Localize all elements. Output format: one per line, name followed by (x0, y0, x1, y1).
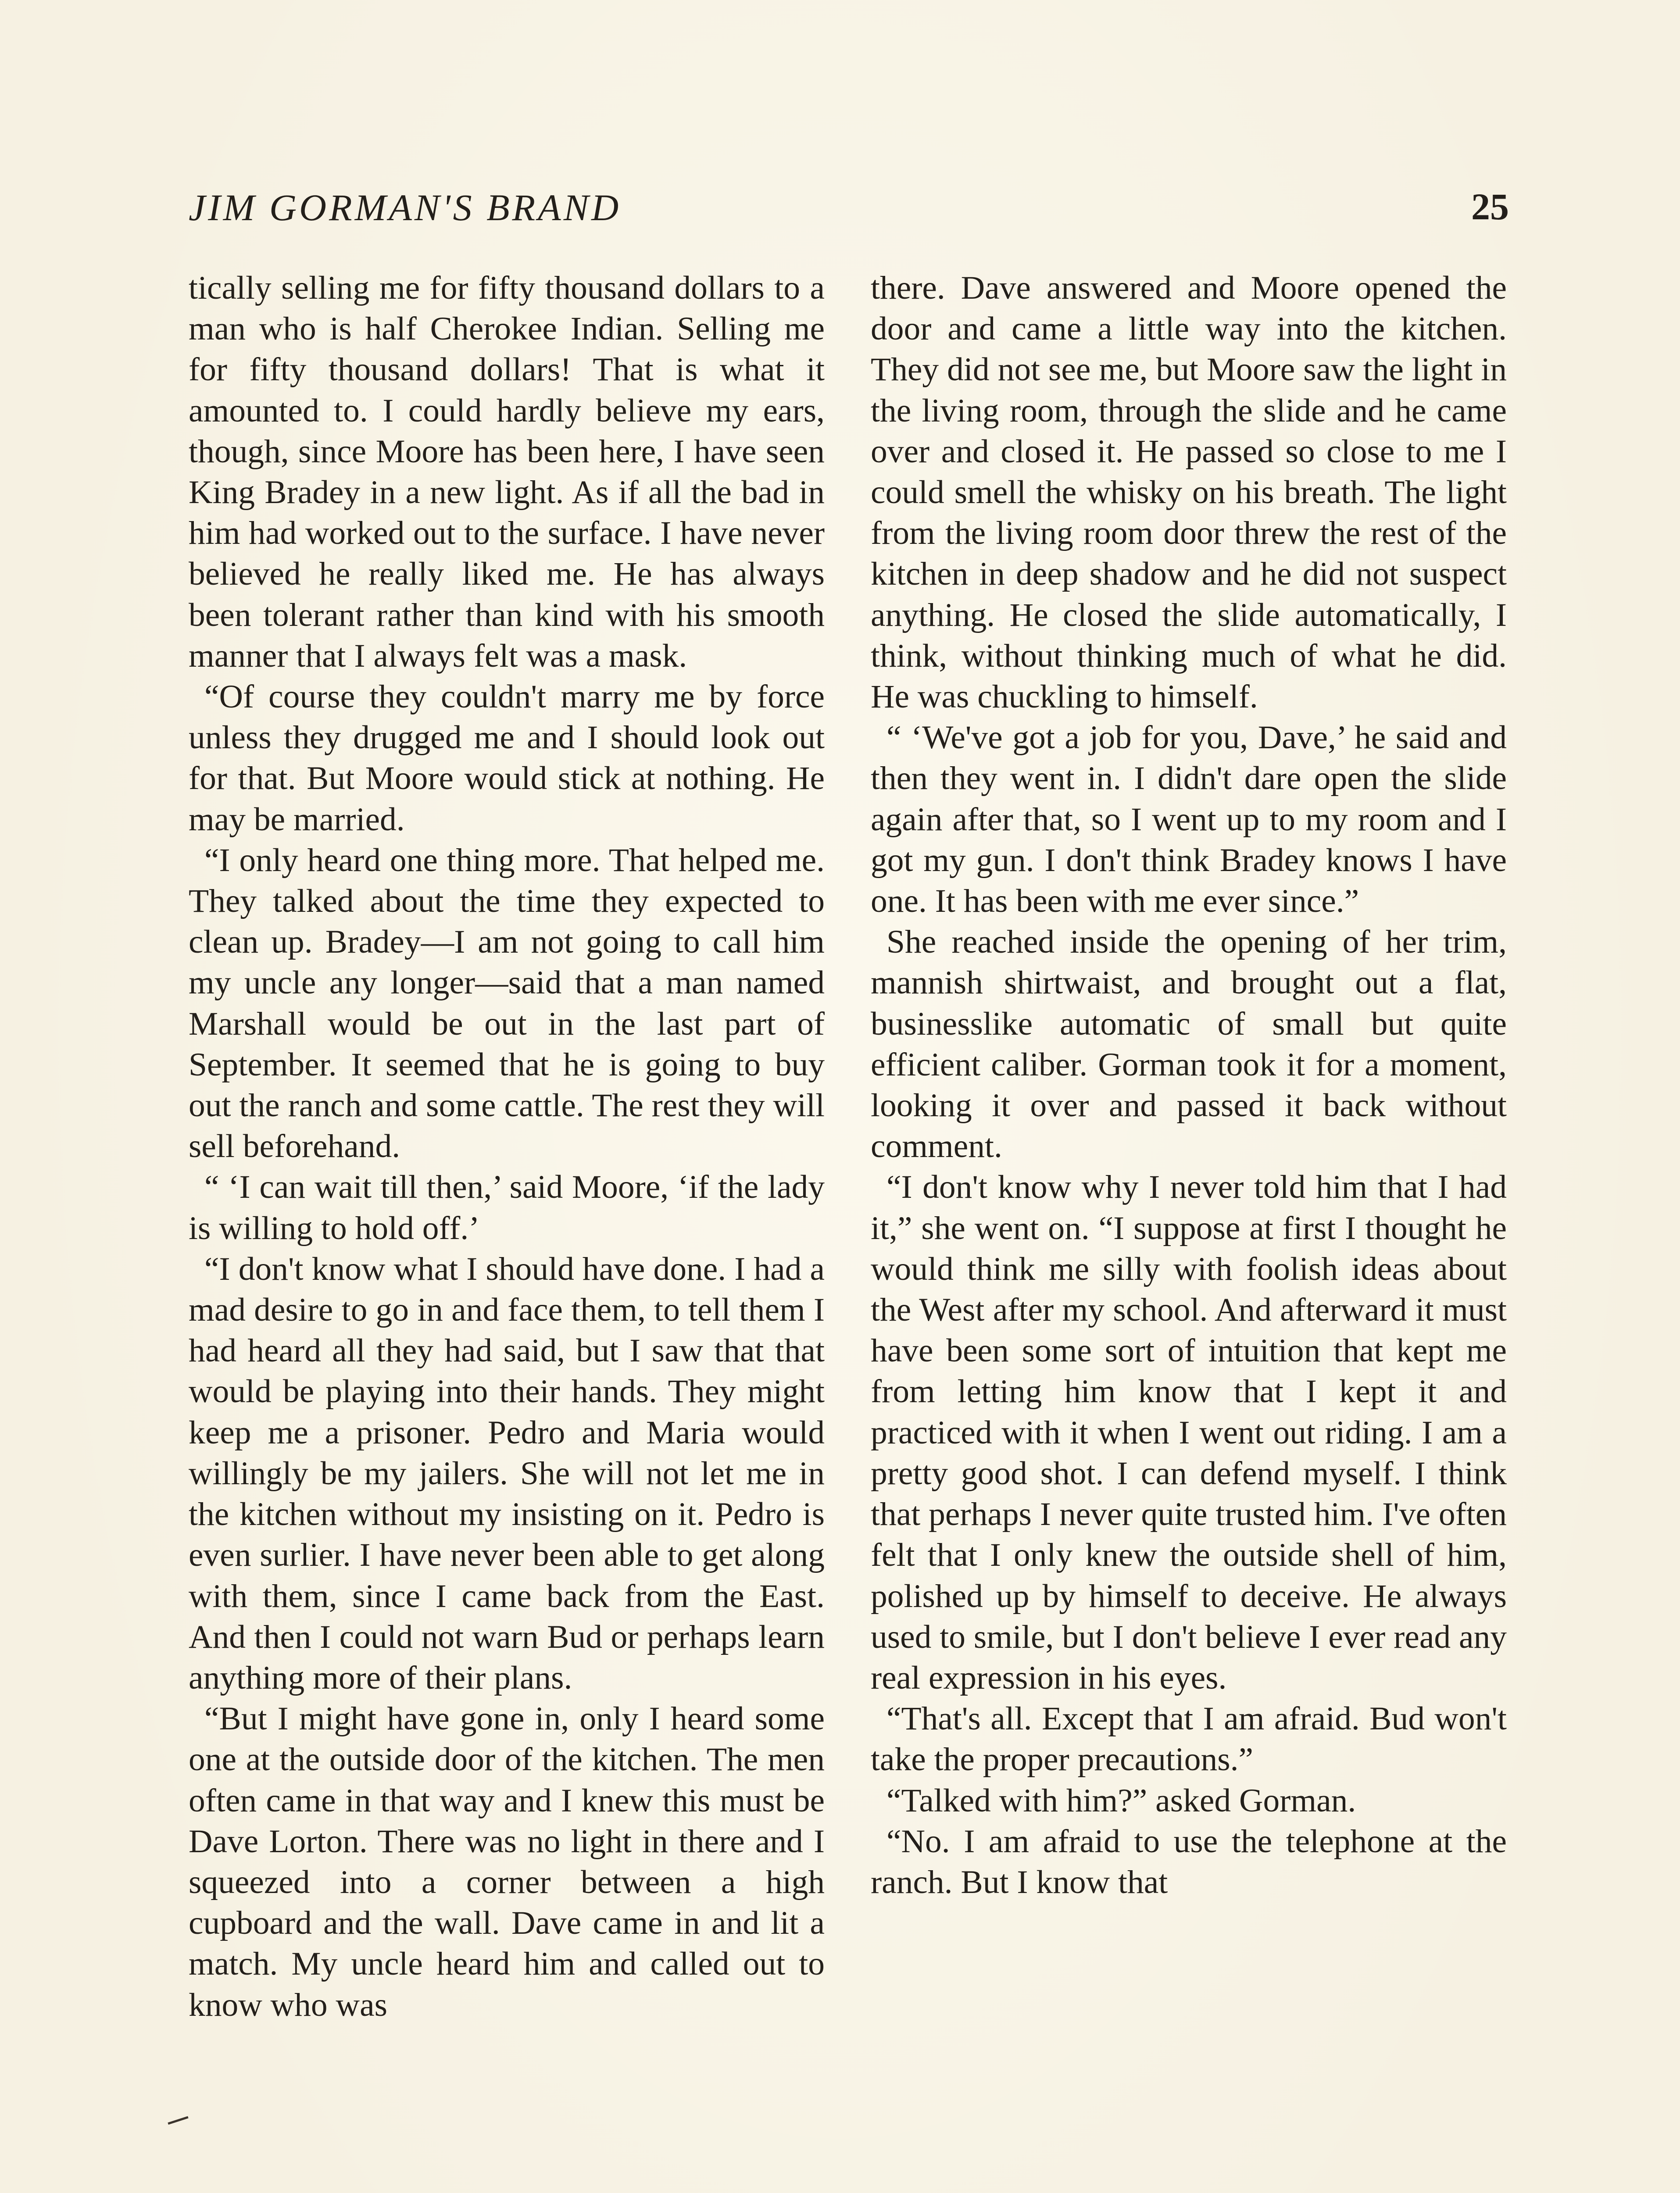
left-text-column (189, 268, 825, 2025)
right-text-column (871, 268, 1507, 1903)
paragraph: “But I might have gone in, only I heard some one at the outside door of the kitchen. The men often came in that way and I knew this must be Dave Lorton. There was no light in there and I squeezed into a corner between a high cupboard and the wall. Dave came in and lit a match. My uncle heard him and called out to know who was (189, 1700, 825, 2023)
paragraph: “Of course they couldn't marry me by force unless they drugged me and I should look out for that. But Moore would stick at nothing. He may be married. (189, 679, 825, 838)
margin-pencil-mark (168, 2116, 188, 2125)
paragraph: tically selling me for fifty thousand dollars to a man who is half Cherokee Indian. Selling me for fifty thousand dollars! That is what it amounted to. I could hardly believe my ears, though, since Moore has been here, I have seen King Bradey in a new light. As if all the bad in him had worked out to the surface. I have never believed he really liked me. He has always been tolerant rather than kind with his smooth manner that I always felt was a mask. (189, 270, 825, 674)
paragraph: there. Dave answered and Moore opened the door and came a little way into the kitchen. They did not see me, but Moore saw the light in the living room, through the slide and he came over and closed it. He passed so close to me I could smell the whisky on his breath. The light from the living room door threw the rest of the kitchen in deep shadow and he did not suspect anything. He closed the slide automatically, I think, without thinking much of what he did. He was chuckling to himself. (871, 270, 1507, 715)
running-title: JIM GORMAN'S BRAND (189, 186, 622, 229)
paragraph: “No. I am afraid to use the telephone at the ranch. But I know that (871, 1823, 1507, 1900)
paragraph: “Talked with him?” asked Gorman. (886, 1782, 1356, 1819)
paragraph: She reached inside the opening of her trim, mannish shirtwaist, and brought out a flat, businesslike automatic of small but quite efficient caliber. Gorman took it for a moment, looking it over and passed it back without comment. (871, 924, 1507, 1165)
paragraph: “ ‘I can wait till then,’ said Moore, ‘if the lady is willing to hold off.’ (189, 1169, 825, 1247)
paragraph: “I only heard one thing more. That helped me. They talked about the time they expected to clean up. Bradey—I am not going to call him my uncle any longer—said that a man named Marshall would be out in the last part of September. It seemed that he is going to buy out the ranch and some cattle. The rest they will sell beforehand. (189, 842, 825, 1165)
page-number: 25 (1471, 186, 1509, 228)
paragraph: “I don't know what I should have done. I had a mad desire to go in and face them, to tell them I had heard all they had said, but I saw that that would be playing into their hands. They might keep me a prisoner. Pedro and Maria would willingly be my jailers. She will not let me in the kitchen without my insisting on it. Pedro is even surlier. I have never been able to get along with them, since I came back from the East. And then I could not warn Bud or perhaps learn anything more of their plans. (189, 1250, 825, 1696)
paragraph: “I don't know why I never told him that I had it,” she went on. “I suppose at first I thought he would think me silly with foolish ideas about the West after my school. And afterward it must have been some sort of intuition that kept me from letting him know that I kept it and practiced with it when I went out riding. I am a pretty good shot. I can defend myself. I think that perhaps I never quite trusted him. I've often felt that I only knew the outside shell of him, polished up by himself to deceive. He always used to smile, but I don't believe I ever read any real expression in his eyes. (871, 1169, 1507, 1696)
paragraph: “ ‘We've got a job for you, Dave,’ he said and then they went in. I didn't dare open the slide again after that, so I went up to my room and I got my gun. I don't think Bradey knows I have one. It has been with me ever since.” (871, 719, 1507, 920)
paragraph: “That's all. Except that I am afraid. Bud won't take the proper precautions.” (871, 1700, 1507, 1778)
